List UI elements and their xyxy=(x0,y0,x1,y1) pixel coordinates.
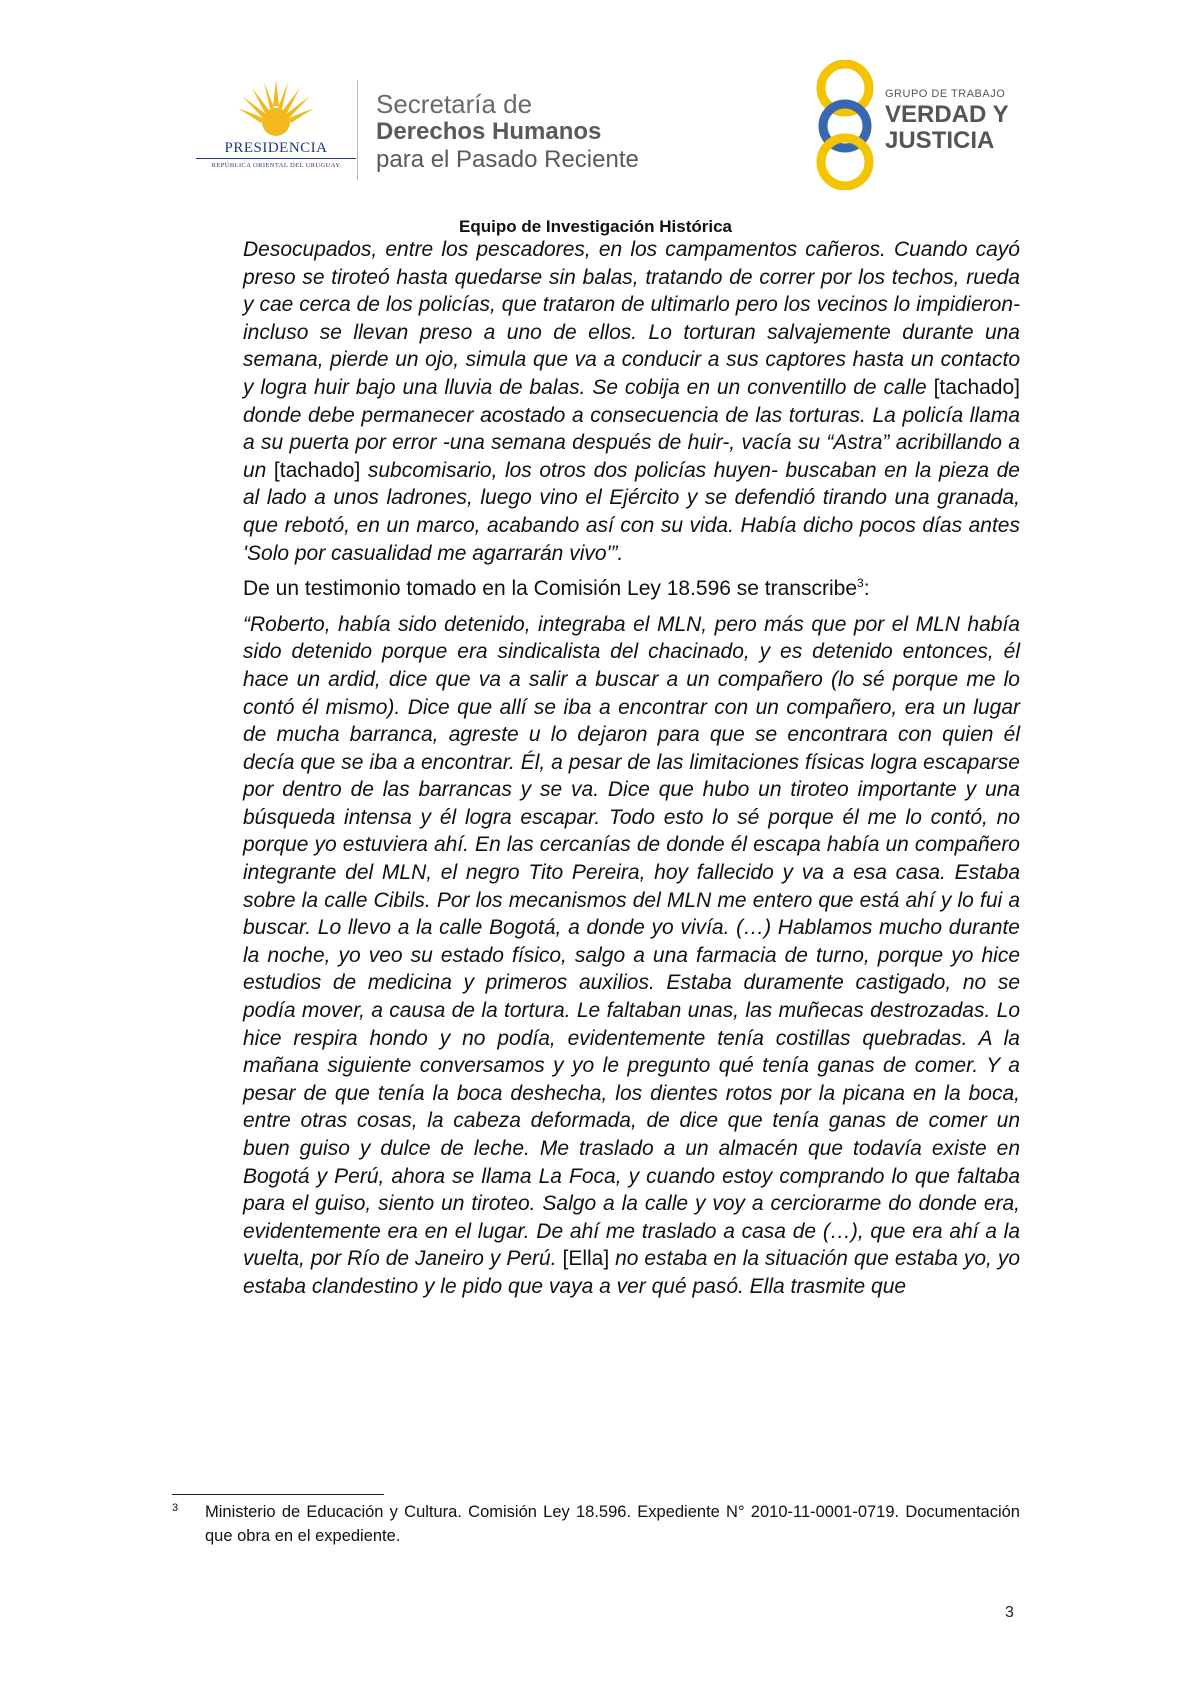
para1-text-b: donde debe permanecer acostado a consecuencia de las torturas. La policía llama a su puerta por error -una semana después de huir-, vacía su “Astra” acribillando a un xyxy=(243,403,1020,482)
secretaria-line-3: para el Pasado Reciente xyxy=(376,146,639,173)
secretaria-line-1: Secretaría de xyxy=(376,89,533,119)
presidencia-logo xyxy=(196,78,356,183)
footnote-separator xyxy=(172,1494,384,1495)
grupo-trabajo-text xyxy=(885,88,1009,154)
ella-bracket: [Ella] xyxy=(562,1247,610,1271)
presidencia-underline xyxy=(196,158,356,159)
page-number: 3 xyxy=(1005,1604,1014,1621)
header-divider xyxy=(357,80,358,180)
para2-end: : xyxy=(863,577,870,601)
tachado-mark-1: [tachado] xyxy=(933,375,1020,399)
secretaria-line-2: Derechos Humanos xyxy=(376,118,602,145)
grupo-trabajo-logo xyxy=(810,60,1050,195)
equipo-title: Equipo de Investigación Histórica xyxy=(459,217,732,236)
para2-text: De un testimonio tomado en la Comisión Ley 18.596 se transcribe xyxy=(243,577,858,601)
secretaria-title xyxy=(376,90,639,174)
rings-icon xyxy=(810,60,880,190)
para3-end: no estaba en la situación que estaba yo, yo estaba clandestino y le pido que vaya a ver qué pasó. Ella trasmite que xyxy=(243,1247,1020,1298)
paragraph-1 xyxy=(243,236,1020,567)
sun-icon xyxy=(236,78,316,140)
page-header xyxy=(0,0,1191,236)
document-body xyxy=(243,236,1020,1301)
presidencia-name: PRESIDENCIA xyxy=(224,140,328,156)
footnote-number: 3 xyxy=(172,1502,179,1514)
para3-text: “Roberto, había sido detenido, integraba el MLN, pero más que por el MLN había sido detenido porque era sindicalista del chacinado, y es detenido entonces, él hace un ardid, dice que va a salir a buscar a un compañero (lo sé porque me lo contó él mismo). Dice que allí se iba a encontrar con un compañero, era un lugar de mucha barranca, agreste u lo dejaron para que se encontrara con quien él decía que se iba a encontrar. Él, a pesar de las limitaciones físicas logra escaparse por dentro de las barrancas y se va. Dice que hubo un tiroteo importante y una búsqueda intensa y él logra escapar. Todo esto lo sé porque él me lo contó, no porque yo estuviera ahí. En las cercanías de donde él escapa había un compañero integrante del MLN, el negro Tito Pereira, hoy fallecido y va a esa casa. Estaba sobre la calle Cibils. Por los mecanismos del MLN me entero que está ahí y lo fui a buscar. Lo llevo a la calle Bogotá, a donde yo vivía. (…) Hablamos mucho durante la noche, yo veo su estado físico, salgo a una farmacia de turno, porque yo hice estudios de medicina y primeros auxilios. Estaba duramente castigado, no se podía mover, a causa de la tortura. Le faltaban unas, las muñecas destrozadas. Lo hice respira hondo y no podía, evidentemente tenía costillas quebradas. A la mañana siguiente conversamos y yo le pregunto qué tenía ganas de comer. Y a pesar de que tenía la boca deshecha, los dientes rotos por la picana en la boca, entre otras cosas, la cabeza deformada, de dice que tenía ganas de comer un buen guiso y dulce de leche. Me traslado a un almacén que todavía existe en Bogotá y Perú, ahora se llama La Foca, y cuando estoy comprando lo que faltaba para el guiso, siento un tiroteo. Salgo a la calle y voy a cerciorarme do donde era, evidentemente era en el lugar. De ahí me traslado a casa de (…), que era ahí a la vuelta, por Río de Janeiro y Perú. xyxy=(243,612,1020,1271)
grupo-line-3: JUSTICIA xyxy=(885,127,995,154)
tachado-mark-2: [tachado] xyxy=(273,458,361,482)
footnote-ref[interactable]: 3 xyxy=(857,576,864,591)
paragraph-2 xyxy=(243,575,1020,603)
para1-text-a: Desocupados, entre los pescadores, en los campamentos cañeros. Cuando cayó preso se tiroteó hasta quedarse sin balas, tratando de correr por los techos, rueda y cae cerca de los policías, que trataron de ultimarlo pero los vecinos lo impidieron-incluso se llevan preso a uno de ellos. Lo torturan salvajemente durante una semana, pierde un ojo, simula que va a conducir a sus captores hasta un contacto y logra huir bajo una lluvia de balas. Se cobija en un conventillo de calle xyxy=(243,238,1020,399)
para1-text-c: subcomisario, los otros dos policías huyen- buscaban en la pieza de al lado a unos ladrones, luego vino el Ejército y se defendió tirando una granada, que rebotó, en un marco, acabando así con su vida. Había dicho pocos días antes 'Solo por casualidad me agarrarán vivo'”. xyxy=(243,458,1020,565)
paragraph-3 xyxy=(243,611,1020,1301)
grupo-line-1: GRUPO DE TRABAJO xyxy=(885,88,1006,100)
presidencia-subtitle: REPÚBLICA ORIENTAL DEL URUGUAY xyxy=(211,162,341,169)
footnote-text: Ministerio de Educación y Cultura. Comisión Ley 18.596. Expediente N° 2010-11-0001-0719. Documentación que obra en el expediente. xyxy=(205,1503,1020,1545)
grupo-line-2: VERDAD Y xyxy=(885,101,1009,128)
